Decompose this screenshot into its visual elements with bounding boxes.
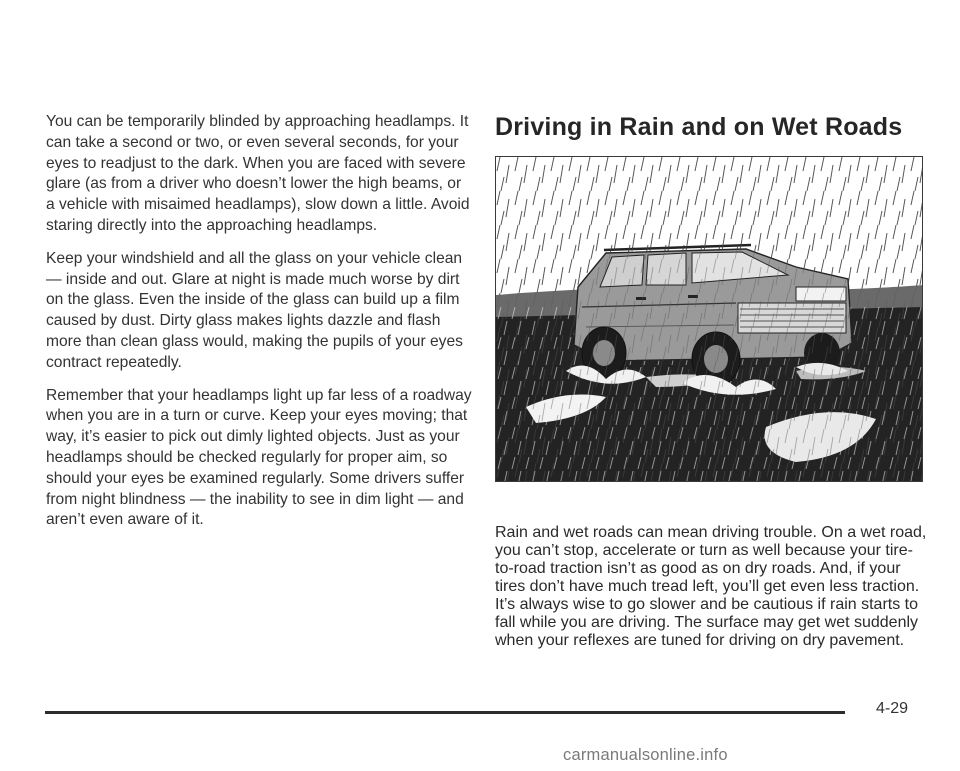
page-number: 4-29 xyxy=(876,700,909,717)
left-column xyxy=(46,112,472,543)
paragraph-windshield: Keep your windshield and all the glass on your vehicle clean — inside and out. Glare at night is made much worse by dirt on the glass. Even the inside of the glass can build up a film caused by dust. Dirty glass makes lights dazzle and flash more than clean glass would, making the pupils of your eyes contract repeatedly. xyxy=(46,249,463,371)
footer-watermark: carmanualsonline.info xyxy=(563,746,728,764)
paragraph-wet-roads: Rain and wet roads can mean driving trouble. On a wet road, you can’t stop, accelerate or turn as well because your tire-to-road traction isn’t as good as on dry roads. And, if your tires don’t have much tread left, you’ll get even less traction. It’s always wise to go slower and be cautious if rain starts to fall while you are driving. The surface may get wet suddenly when your reflexes are tuned for driving on dry pavement. xyxy=(495,524,927,649)
suv-in-rain-image xyxy=(496,157,923,482)
section-heading: Driving in Rain and on Wet Roads xyxy=(495,113,903,141)
paragraph-night-blindness: Remember that your headlamps light up far less of a roadway when you are in a turn or curve. Keep your eyes moving; that way, it’s easier to pick out dimly lighted objects. Just as your headlamps should be checked regularly for proper aim, so should your eyes be examined regularly. Some drivers suffer from night blindness — the inability to see in dim light — and aren’t even aware of it. xyxy=(46,386,472,529)
footer-rule xyxy=(45,711,845,714)
right-column-header xyxy=(495,112,927,142)
rain-illustration xyxy=(495,156,923,482)
right-column-body xyxy=(495,508,927,666)
paragraph-glare: You can be temporarily blinded by approaching headlamps. It can take a second or two, or even several seconds, for your eyes to readjust to the dark. When you are faced with severe glare (as from a driver who doesn’t lower the high beams, or a vehicle with misaimed headlamps), slow down a little. Avoid staring directly into the approaching headlamps. xyxy=(46,113,470,234)
